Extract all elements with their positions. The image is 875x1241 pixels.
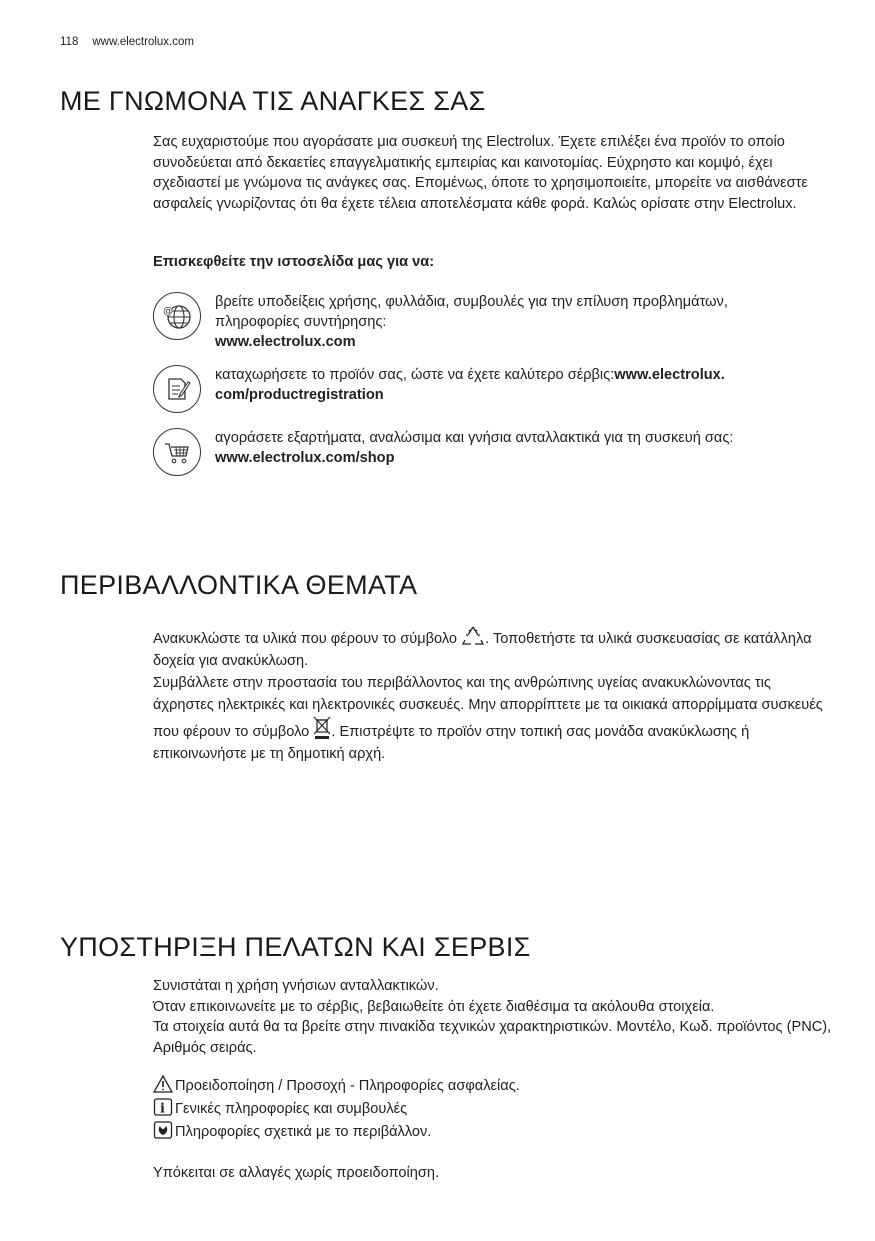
- section-title-support: ΥΠΟΣΤΗΡΙΞΗ ΠΕΛΑΤΩΝ ΚΑΙ ΣΕΡΒΙΣ: [60, 932, 531, 962]
- registration-link[interactable]: www.electrolux. com/productregistration: [215, 367, 725, 403]
- warning-triangle-icon: [153, 1075, 173, 1093]
- visit-item-text: καταχωρήσετε το προϊόν σας, ώστε να έχετε καλύτερο σέρβις:: [215, 367, 615, 383]
- recycle-text-b: . Τοποθετήστε τα υλικά συσκευασίας σε κατάλληλα δοχεία για ανακύκλωση.: [153, 631, 812, 669]
- environment-paragraph: [153, 625, 833, 765]
- recycle-icon: [461, 625, 485, 647]
- symbol-legend: [153, 1075, 833, 1144]
- info-icon: [153, 1098, 173, 1116]
- weee-text-b: . Επιστρέψτε το προϊόν στην τοπική σας μονάδα ανακύκλωσης ή επικοινωνήστε με τη δημοτική αρχή.: [153, 724, 750, 762]
- footer-note: Υπόκειται σε αλλαγές χωρίς προειδοποίηση.: [153, 1165, 440, 1181]
- visit-heading: Επισκεφθείτε την ιστοσελίδα μας για να:: [153, 254, 435, 270]
- shop-link[interactable]: www.electrolux.com/shop: [215, 450, 395, 466]
- legend-environment: Πληροφορίες σχετικά με το περιβάλλον.: [153, 1121, 833, 1144]
- support-line-3: Τα στοιχεία αυτά θα τα βρείτε στην πινακίδα τεχνικών χαρακτηριστικών. Μοντέλο, Κωδ. προϊόντος (PNC), Αριθμός σειράς.: [153, 1019, 832, 1056]
- shopping-cart-icon: [153, 428, 201, 476]
- section-title-needs: ΜΕ ΓΝΩΜΟΝΑ ΤΙΣ ΑΝΑΓΚΕΣ ΣΑΣ: [60, 86, 486, 116]
- header-website: www.electrolux.com: [92, 36, 194, 48]
- web-globe-icon: [153, 292, 201, 340]
- svg-text:@: @: [163, 306, 173, 317]
- intro-paragraph: Σας ευχαριστούμε που αγοράσατε μια συσκευή της Electrolux. Έχετε επιλέξει ένα προϊόν το οποίο συνοδεύεται από δεκαετίες επαγγελματικής εμπειρίας και καινοτομίας. Εύχρηστο και κομψό, έχει σχεδιαστεί με γνώμονα τις ανάγκες σας. Επομένως, όποτε το χρησιμοποιείτε, μπορείτε να αισθάνεστε ασφαλείς γνωρίζοντας ότι θα έχετε τέλεια αποτελέσματα κάθε φορά. Καλώς ορίσατε στην Electrolux.: [153, 134, 808, 212]
- svg-text:i: i: [160, 1101, 165, 1116]
- weee-text-a: Συμβάλλετε στην προστασία του περιβάλλοντος και της ανθρώπινης υγείας ανακυκλώνοντας τις άχρηστες ηλεκτρικές και ηλεκτρονικές συσκευές. Μην απορρίπτετε με τα οικιακά απορρίμματα συσκευές που φέρουν το σύμβολο: [153, 675, 823, 740]
- page-number: 118: [60, 36, 79, 48]
- support-line-2: Όταν επικοινωνείτε με το σέρβις, βεβαιωθείτε ότι έχετε διαθέσιμα τα ακόλουθα στοιχεία.: [153, 998, 715, 1015]
- environment-leaf-icon: [153, 1121, 173, 1139]
- recycle-text-a: Ανακυκλώστε τα υλικά που φέρουν το σύμβολο: [153, 631, 458, 647]
- section-title-environment: ΠΕΡΙΒΑΛΛΟΝΤΙΚΑ ΘΕΜΑΤΑ: [60, 570, 418, 600]
- visit-item-text: αγοράσετε εξαρτήματα, αναλώσιμα και γνήσια ανταλλακτικά για τη συσκευή σας:: [215, 430, 734, 446]
- support-line-1: Συνιστάται η χρήση γνήσιων ανταλλακτικών.: [153, 978, 439, 994]
- crossed-bin-icon: [313, 716, 331, 740]
- visit-item-text: βρείτε υποδείξεις χρήσης, φυλλάδια, συμβουλές για την επίλυση προβλημάτων, πληροφορίες συντήρησης:: [215, 294, 728, 330]
- page-header: [60, 36, 208, 48]
- legend-info: i Γενικές πληροφορίες και συμβουλές: [153, 1098, 833, 1121]
- legend-warning: Προειδοποίηση / Προσοχή - Πληροφορίες ασφαλείας.: [153, 1075, 833, 1098]
- website-link[interactable]: www.electrolux.com: [215, 334, 356, 350]
- support-paragraph: [153, 976, 833, 1058]
- registration-form-icon: [153, 365, 201, 413]
